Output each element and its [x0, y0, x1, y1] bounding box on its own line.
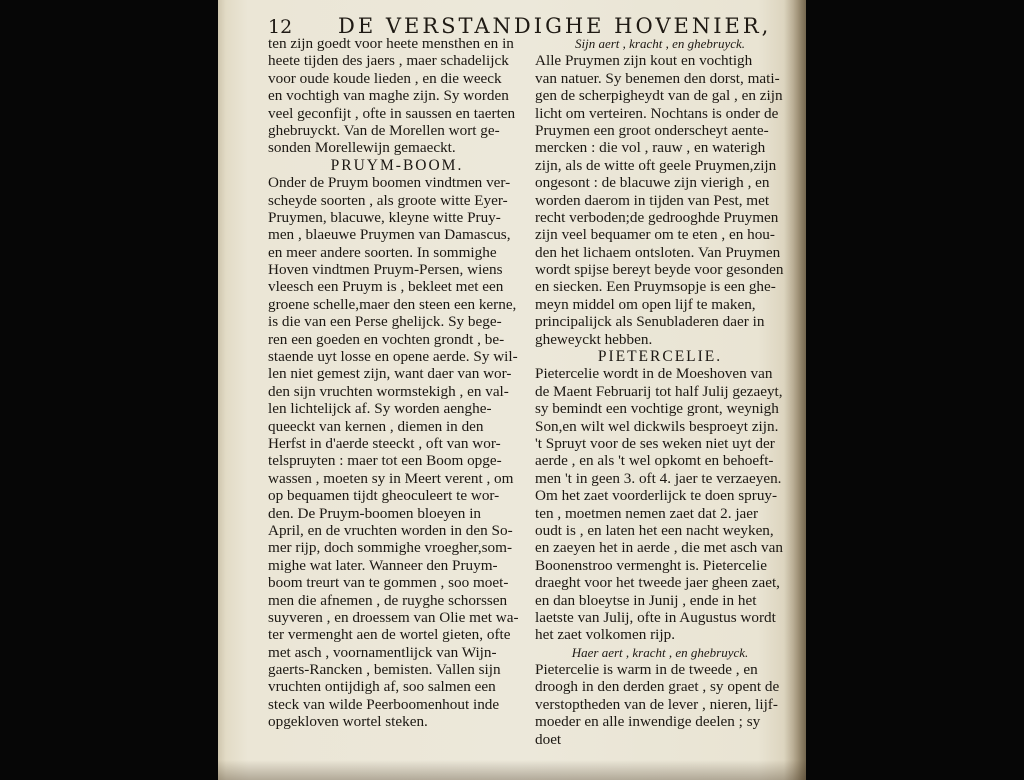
book-page: [218, 0, 806, 780]
text-line: is die van een Perse ghelijck. Sy bege-: [268, 313, 502, 331]
text-line: recht verboden;de gedrooghde Pruymen: [535, 208, 779, 226]
text-line: sonden Morellewijn gemaeckt.: [268, 139, 456, 157]
text-line: 't Spruyt voor de ses weken niet uyt der: [535, 434, 775, 452]
text-line: Herfst in d'aerde steeckt , oft van wor-: [268, 434, 501, 452]
text-line: men 't in geen 3. oft 4. jaer te verzaeyen.: [535, 469, 782, 487]
text-line: meyn middel om open lijf te maken,: [535, 295, 756, 313]
section-heading: PIETERCELIE.: [597, 348, 723, 366]
text-line: gen de scherpigheydt van de gal , en zijn: [535, 87, 783, 105]
text-line: heete tijden des jaers , maer schadelijck: [268, 52, 509, 70]
page-binding-shadow: [784, 0, 806, 780]
text-line: mighe wat later. Wanneer den Pruym-: [268, 556, 498, 574]
text-line: suyveren , en droessem van Olie met wa-: [268, 608, 519, 626]
text-line: van natuer. Sy benemen den dorst, mati-: [535, 69, 780, 87]
running-title: DE VERSTANDIGHE HOVENIER,: [338, 14, 772, 38]
text-line: en vochtigh van maghe zijn. Sy worden: [268, 87, 509, 105]
text-line: veel geconfijt , ofte in saussen en taerten: [268, 104, 516, 122]
text-line: doet: [535, 730, 562, 748]
text-line: Pruymen een groot onderscheyt aente-: [535, 121, 769, 139]
page-number: 12: [268, 16, 293, 38]
text-line: wassen , moeten sy in Meert verent , om: [268, 469, 514, 487]
text-line: boom treurt van te gommen , soo moet-: [268, 574, 509, 592]
viewer-background-right: [806, 0, 1024, 780]
text-line: draeght voor het tweede jaer gheen zaet,: [535, 574, 780, 592]
text-line: en siecken. Een Pruymsopje is een ghe-: [535, 278, 776, 296]
text-line: moeder en alle inwendige deelen ; sy: [535, 713, 761, 731]
text-line: mercken : die vol , rauw , en waterigh: [535, 139, 766, 157]
text-line: met asch , voornamentlijck van Wijn-: [268, 643, 497, 661]
text-line: op bequamen tijdt gheoculeert te wor-: [268, 487, 500, 505]
text-line: worden daerom in tijden van Pest, met: [535, 191, 770, 209]
text-line: Pruymen, blacuwe, kleyne witte Pruy-: [268, 208, 501, 226]
text-line: men die afnemen , de ruyghe schorssen: [268, 591, 508, 609]
text-line: ghebruyckt. Van de Morellen wort ge-: [268, 121, 500, 139]
text-line: droogh in den derden graet , sy opent de: [535, 678, 780, 696]
text-line: Pietercelie is warm in de tweede , en: [535, 661, 758, 679]
text-line: en meer andere soorten. In sommighe: [268, 243, 497, 261]
text-line: den sijn vruchten wormstekigh , en val-: [268, 382, 509, 400]
text-line: ongesont : de blacuwe zijn vierigh , en: [535, 174, 770, 192]
text-line: Pietercelie wordt in de Moeshoven van: [535, 365, 773, 383]
text-line: mer rijp, doch sommighe vroegher,som-: [268, 539, 513, 557]
text-line: len niet gemest zijn, want daer van wor-: [268, 365, 512, 383]
text-line: vleesch een Pruym is , bekleet met een: [268, 278, 504, 296]
text-line: Om het zaet voorderlijck te doen spruy-: [535, 487, 778, 505]
text-line: sy bemindt een vochtige gront, weynigh: [535, 400, 779, 418]
text-line: het zaet volkomen rijp.: [535, 626, 676, 644]
text-line: en zaeyen het in aerde , die met asch van: [535, 539, 783, 557]
text-line: opgekloven wortel steken.: [268, 713, 428, 731]
text-line: Boonenstroo vermenght is. Pietercelie: [535, 556, 767, 574]
section-heading: PRUYM-BOOM.: [330, 156, 464, 174]
text-line: steck van wilde Peerboomenhout inde: [268, 695, 500, 713]
text-line: wordt spijse bereyt beyde voor gesonden: [535, 261, 784, 279]
text-line: Son,en wilt wel dickwils besproeyt zijn.: [535, 417, 779, 435]
text-line: vruchten ontijdigh af, soo salmen een: [268, 678, 496, 696]
text-line: queeckt van kernen , diemen in den: [268, 417, 484, 435]
text-line: oudt is , en laten het een nacht weyken,: [535, 521, 774, 539]
page-bottom-shadow: [218, 760, 806, 780]
text-line: ten zijn goedt voor heete mensthen en in: [268, 35, 514, 52]
text-line: telspruyten : maer tot een Boom opge-: [268, 452, 502, 470]
text-line: zijn, als de witte oft geele Pruymen,zijn: [535, 156, 777, 174]
text-line: groene schelle,maer den steen een kerne,: [268, 295, 517, 313]
text-line: ter vermenght aen de wortel gieten, ofte: [268, 626, 511, 644]
text-line: den het lichaem ontsloten. Van Pruymen: [535, 243, 781, 261]
text-line: voor oude koude lieden , en die weeck: [268, 69, 502, 87]
text-line: aerde , en als 't wel opkomt en behoeft-: [535, 452, 774, 470]
left-column: [268, 35, 526, 731]
text-line: Hoven vindtmen Pruym-Persen, wiens: [268, 261, 503, 279]
text-line: staende uyt losse en opene aerde. Sy wil-: [268, 348, 518, 366]
right-column: [535, 35, 785, 748]
text-line: gheweyckt hebben.: [535, 330, 653, 348]
text-line: Alle Pruymen zijn kout en vochtigh: [535, 52, 753, 70]
text-line: April, en de vruchten worden in den So-: [268, 521, 513, 539]
text-line: scheyde soorten , als groote witte Eyer-: [268, 191, 508, 209]
text-line: gaerts-Rancken , bemisten. Vallen sijn: [268, 661, 501, 679]
viewer-background-left: [0, 0, 218, 780]
text-line: den. De Pruym-boomen bloeyen in: [268, 504, 482, 522]
text-line: len lichtelijck af. Sy worden aenghe-: [268, 400, 492, 418]
text-line: ten , moetmen nemen zaet dat 2. jaer: [535, 504, 759, 522]
text-line: laetste van Julij, ofte in Augustus wordt: [535, 608, 776, 626]
text-line: de Maent Februarij tot half Julij gezaeyt,: [535, 382, 783, 400]
subheading: Sijn aert , kracht , en ghebruyck.: [574, 36, 746, 51]
text-line: licht om verteiren. Nochtans is onder de: [535, 104, 779, 122]
subheading: Haer aert , kracht , en ghebruyck.: [571, 644, 749, 660]
text-line: men , blaeuwe Pruymen van Damascus,: [268, 226, 511, 244]
text-line: zijn veel bequamer om te eten , en hou-: [535, 226, 775, 244]
text-line: en dan bloeytse in Junij , ende in het: [535, 591, 757, 609]
text-line: Onder de Pruym boomen vindtmen ver-: [268, 174, 511, 192]
text-line: verstoptheden van de lever , nieren, lijf-: [535, 695, 778, 713]
text-line: principalijck als Senubladeren daer in: [535, 313, 765, 331]
text-line: ren een goeden en vochten grondt , be-: [268, 330, 505, 348]
